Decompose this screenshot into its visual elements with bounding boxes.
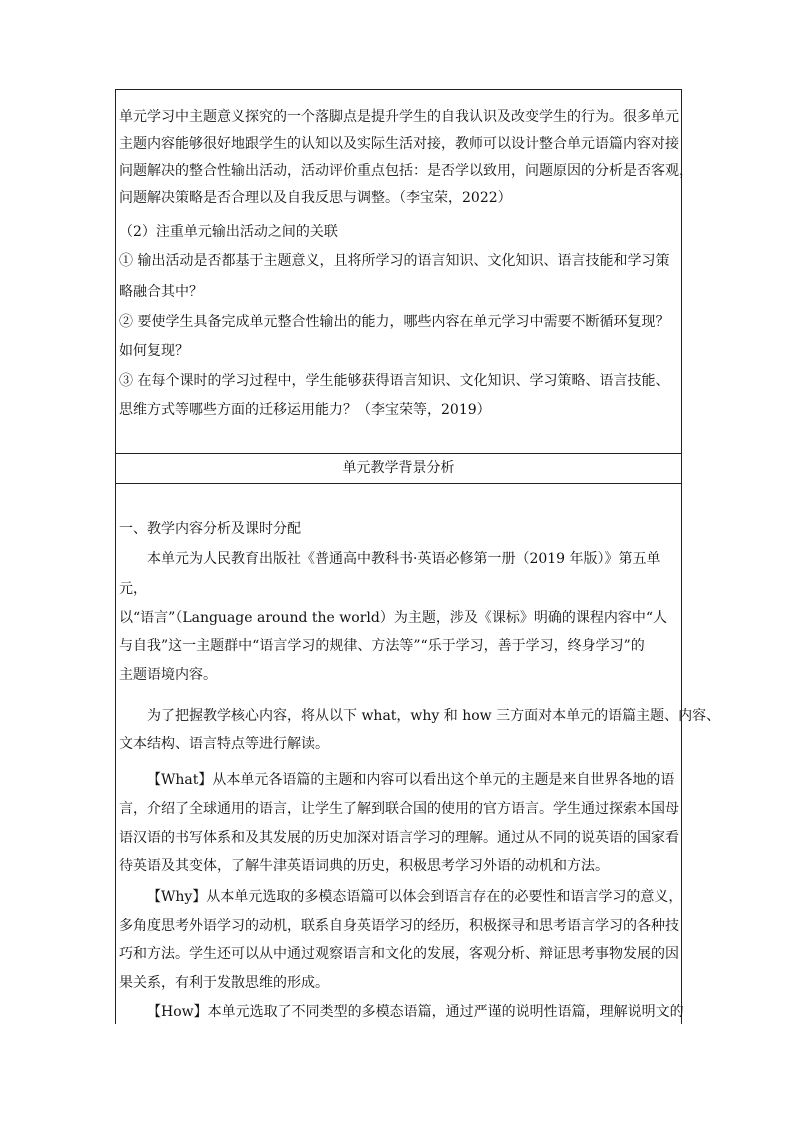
text-line: 问题解决的整合性输出活动，活动评价重点包括：是否学以致用，问题原因的分析是否客观， [119,163,693,179]
text-line: 以“语言”（Language around the world）为主题，涉及《课标》明确的课程内容中“人 [119,610,667,626]
text-line: 思维方式等哪些方面的迁移运用能力？（李宝荣等，2019） [119,402,491,418]
text-line: 本单元为人民教育出版社《普通高中教科书·英语必修第一册（2019 年版）》第五单 [147,551,661,567]
text-line: 主题语境内容。 [119,667,217,683]
text-line: 为了把握教学核心内容，将从以下 what，why 和 how 三方面对本单元的语篇主题、内容、 [147,708,721,724]
text-line: 略融合其中？ [119,284,203,300]
text-line: 【What】从本单元各语篇的主题和内容可以看出这个单元的主题是来自世界各地的语 [147,772,675,788]
text-line: 问题解决策略是否合理以及自我反思与调整。（李宝荣，2022） [119,190,512,206]
section-heading: 一、教学内容分析及课时分配 [119,521,301,537]
text-line: 【Why】从本单元选取的多模态语篇可以体会到语言存在的必要性和语言学习的意义， [147,889,683,905]
text-line: 果关系，有利于发散思维的形成。 [119,975,329,991]
text-line: ① 输出活动是否都基于主题意义，且将所学习的语言知识、文化知识、语言技能和学习策 [119,253,670,269]
text-line: 元， [119,581,147,597]
text-line: 单元学习中主题意义探究的一个落脚点是提升学生的自我认识及改变学生的行为。很多单元 [119,109,679,125]
text-line: 主题内容能够很好地跟学生的认知以及实际生活对接，教师可以设计整合单元语篇内容对接 [119,136,679,152]
text-line: 如何复现？ [119,343,189,359]
text-line: ③ 在每个课时的学习过程中，学生能够获得语言知识、文化知识、学习策略、语言技能、 [119,373,670,389]
subheading: （2）注重单元输出活动之间的关联 [119,224,338,240]
text-line: 语汉语的书写体系和及其发展的历史加深对语言学习的理解。通过从不同的说英语的国家看 [119,830,679,846]
text-line: ② 要使学生具备完成单元整合性输出的能力，哪些内容在单元学习中需要不断循环复现？ [119,314,670,330]
text-line: 文本结构、语言特点等进行解读。 [119,736,329,752]
text-line: 多角度思考外语学习的动机，联系自身英语学习的经历，积极探寻和思考语言学习的各种技 [119,918,679,934]
text-line: 言，介绍了全球通用的语言，让学生了解到联合国的使用的官方语言。学生通过探索本国母 [119,801,679,817]
text-line: 巧和方法。学生还可以从中通过观察语言和文化的发展，客观分析、辩证思考事物发展的因 [119,946,679,962]
text-line: 与自我”这一主题群中“语言学习的规律、方法等”“乐于学习，善于学习，终身学习”的 [119,638,645,654]
text-line: 【How】本单元选取了不同类型的多模态语篇，通过严谨的说明性语篇，理解说明文的 [147,1004,684,1020]
section-title: 单元教学背景分析 [115,453,682,484]
text-line: 待英语及其变体，了解牛津英语词典的历史，积极思考学习外语的动机和方法。 [119,858,609,874]
